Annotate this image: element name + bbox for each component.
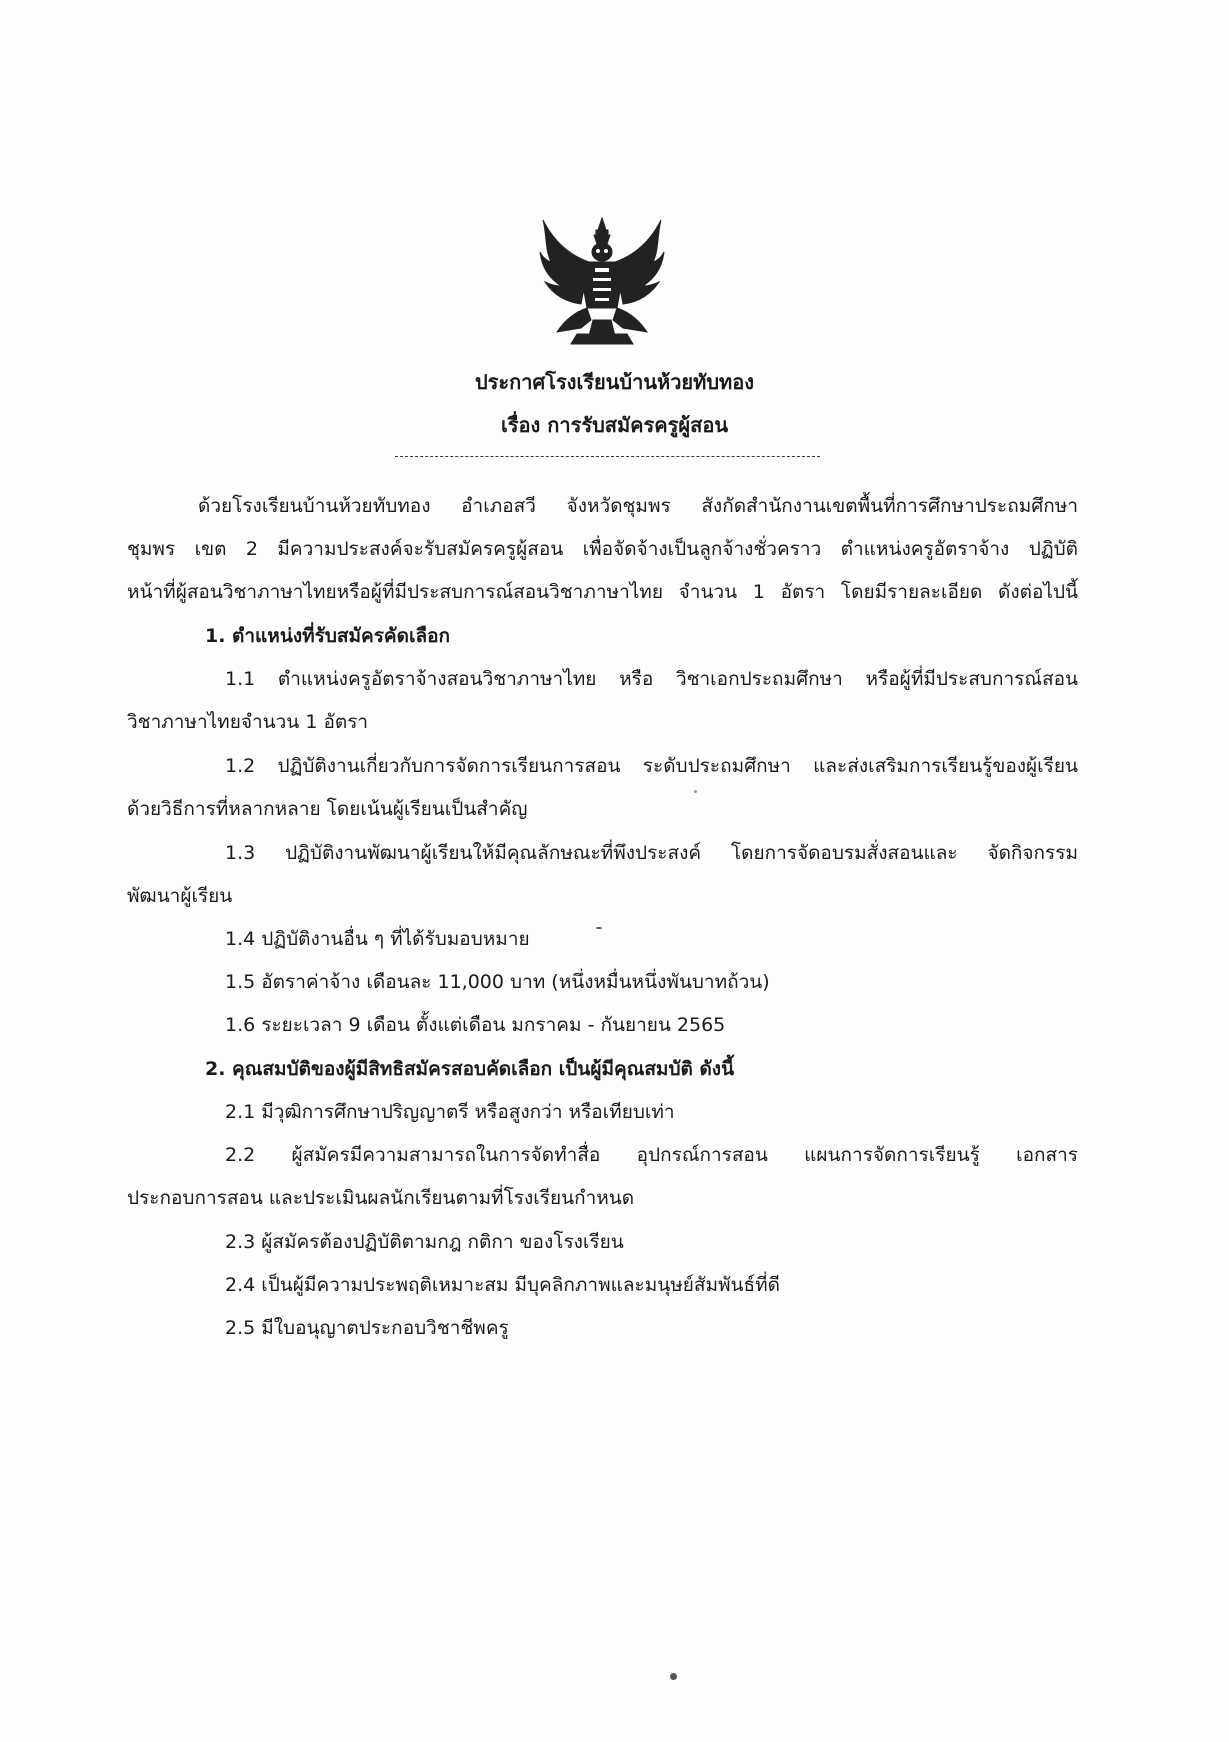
list-item: 2.2 ผู้สมัครมีความสามารถในการจัดทำสื่อ อุปกรณ์การสอน แผนการจัดการเรียนรู้ เอกสาร <box>225 1144 1078 1166</box>
list-item: 2.5 มีใบอนุญาตประกอบวิชาชีพครู <box>225 1317 509 1339</box>
list-item-continuation: วิชาภาษาไทยจำนวน 1 อัตรา <box>127 711 369 733</box>
list-item-continuation: ด้วยวิธีการที่หลากหลาย โดยเน้นผู้เรียนเป็นสำคัญ <box>127 798 528 820</box>
list-item: 1.3 ปฏิบัติงานพัฒนาผู้เรียนให้มีคุณลักษณะที่พึงประสงค์ โดยการจัดอบรมสั่งสอนและ จัดกิจกรรม <box>225 842 1078 864</box>
list-item-continuation: ประกอบการสอน และประเมินผลนักเรียนตามที่โรงเรียนกำหนด <box>127 1187 635 1209</box>
list-item: 2.1 มีวุฒิการศึกษาปริญญาตรี หรือสูงกว่า หรือเทียบเท่า <box>225 1101 675 1123</box>
list-item: 1.6 ระยะเวลา 9 เดือน ตั้งแต่เดือน มกราคม - กันยายน 2565 <box>225 1014 726 1036</box>
list-item: 1.1 ตำแหน่งครูอัตราจ้างสอนวิชาภาษาไทย หรือ วิชาเอกประถมศึกษา หรือผู้ที่มีประสบการณ์สอน <box>225 668 1078 690</box>
intro-line: หน้าที่ผู้สอนวิชาภาษาไทยหรือผู้ที่มีประสบการณ์สอนวิชาภาษาไทย จำนวน 1 อัตรา โดยมีรายละเอียด ดังต่อไปนี้ <box>127 581 1078 603</box>
list-item: 1.4 ปฏิบัติงานอื่น ๆ ที่ได้รับมอบหมาย <box>225 928 530 950</box>
page-title: ประกาศโรงเรียนบ้านห้วยทับทอง <box>474 370 754 394</box>
page-subject: เรื่อง การรับสมัครครูผู้สอน <box>500 413 729 437</box>
list-item-continuation: พัฒนาผู้เรียน <box>127 885 233 907</box>
scan-speck <box>670 1673 677 1680</box>
title-separator <box>395 456 820 457</box>
section-heading: 2. คุณสมบัติของผู้มีสิทธิสมัครสอบคัดเลือก เป็นผู้มีคุณสมบัติ ดังนี้ <box>205 1058 735 1080</box>
list-item: 1.5 อัตราค่าจ้าง เดือนละ 11,000 บาท (หนึ่งหมื่นหนึ่งพันบาทถ้วน) <box>225 971 770 993</box>
intro-line: ด้วยโรงเรียนบ้านห้วยทับทอง อำเภอสวี จังหวัดชุมพร สังกัดสำนักงานเขตพื้นที่การศึกษาประถมศึกษา <box>198 495 1078 517</box>
scan-speck <box>596 927 602 929</box>
scan-speck <box>694 790 697 793</box>
list-item: 1.2 ปฏิบัติงานเกี่ยวกับการจัดการเรียนการสอน ระดับประถมศึกษา และส่งเสริมการเรียนรู้ของผู้เรียน <box>225 755 1078 777</box>
garuda-emblem-icon <box>537 216 667 356</box>
intro-line: ชุมพร เขต 2 มีความประสงค์จะรับสมัครครูผู้สอน เพื่อจัดจ้างเป็นลูกจ้างชั่วคราว ตำแหน่งครูอัตราจ้าง ปฏิบัติ <box>127 538 1078 560</box>
section-heading: 1. ตำแหน่งที่รับสมัครคัดเลือก <box>205 625 451 647</box>
list-item: 2.4 เป็นผู้มีความประพฤติเหมาะสม มีบุคลิกภาพและมนุษย์สัมพันธ์ที่ดี <box>225 1274 780 1296</box>
list-item: 2.3 ผู้สมัครต้องปฏิบัติตามกฎ กติกา ของโรงเรียน <box>225 1231 624 1253</box>
